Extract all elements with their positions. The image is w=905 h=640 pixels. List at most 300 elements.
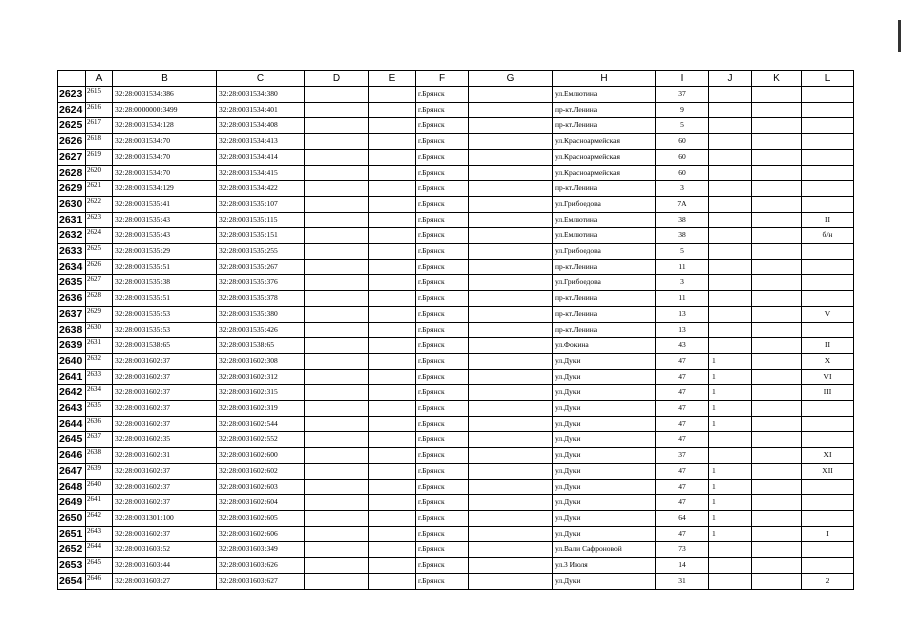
cell-l[interactable]: II [802,338,854,354]
cell-k[interactable] [752,479,802,495]
row-number[interactable]: 2649 [58,495,86,511]
cell-k[interactable] [752,322,802,338]
cell-e[interactable] [369,102,416,118]
cell-c[interactable]: 32:28:0031534:380 [217,87,305,103]
cell-b[interactable]: 32:28:0031535:53 [113,322,217,338]
cell-c[interactable]: 32:28:0031602:312 [217,369,305,385]
cell-a[interactable]: 2626 [86,259,113,275]
row-number[interactable]: 2633 [58,244,86,260]
cell-j[interactable]: 1 [709,479,752,495]
cell-f[interactable]: г.Брянск [416,196,469,212]
column-header-k[interactable]: K [752,71,802,87]
cell-f[interactable]: г.Брянск [416,87,469,103]
cell-d[interactable] [305,165,369,181]
cell-c[interactable]: 32:28:0031534:415 [217,165,305,181]
cell-l[interactable] [802,558,854,574]
cell-b[interactable]: 32:28:0031535:53 [113,306,217,322]
cell-e[interactable] [369,338,416,354]
cell-j[interactable] [709,196,752,212]
cell-j[interactable] [709,573,752,589]
cell-k[interactable] [752,87,802,103]
cell-l[interactable]: X [802,353,854,369]
cell-h[interactable]: пр-кт.Ленина [553,102,656,118]
cell-g[interactable] [469,228,553,244]
cell-i[interactable]: 47 [656,463,709,479]
cell-k[interactable] [752,416,802,432]
cell-k[interactable] [752,338,802,354]
cell-a[interactable]: 2636 [86,416,113,432]
cell-b[interactable]: 32:28:0031602:37 [113,495,217,511]
cell-g[interactable] [469,558,553,574]
cell-j[interactable]: 1 [709,353,752,369]
cell-b[interactable]: 32:28:0031602:37 [113,416,217,432]
cell-b[interactable]: 32:28:0031602:35 [113,432,217,448]
cell-l[interactable]: I [802,526,854,542]
cell-f[interactable]: г.Брянск [416,259,469,275]
cell-e[interactable] [369,181,416,197]
column-header-f[interactable]: F [416,71,469,87]
cell-h[interactable]: ул.Грибоедова [553,244,656,260]
cell-e[interactable] [369,369,416,385]
column-header-b[interactable]: B [113,71,217,87]
cell-e[interactable] [369,275,416,291]
cell-f[interactable]: г.Брянск [416,573,469,589]
cell-e[interactable] [369,149,416,165]
cell-b[interactable]: 32:28:0031301:100 [113,510,217,526]
cell-a[interactable]: 2616 [86,102,113,118]
cell-f[interactable]: г.Брянск [416,495,469,511]
cell-h[interactable]: пр-кт.Ленина [553,181,656,197]
cell-i[interactable]: 47 [656,432,709,448]
cell-c[interactable]: 32:28:0031535:380 [217,306,305,322]
cell-d[interactable] [305,432,369,448]
cell-b[interactable]: 32:28:0031534:70 [113,134,217,150]
cell-h[interactable]: ул.Дуки [553,369,656,385]
cell-c[interactable]: 32:28:0031602:605 [217,510,305,526]
cell-d[interactable] [305,448,369,464]
cell-k[interactable] [752,244,802,260]
cell-d[interactable] [305,558,369,574]
cell-k[interactable] [752,448,802,464]
cell-i[interactable]: 3 [656,275,709,291]
row-number[interactable]: 2634 [58,259,86,275]
cell-b[interactable]: 32:28:0031603:44 [113,558,217,574]
cell-d[interactable] [305,306,369,322]
cell-i[interactable]: 13 [656,322,709,338]
cell-f[interactable]: г.Брянск [416,102,469,118]
cell-a[interactable]: 2627 [86,275,113,291]
cell-l[interactable] [802,134,854,150]
cell-h[interactable]: ул.Емлютина [553,228,656,244]
cell-l[interactable]: III [802,385,854,401]
cell-j[interactable]: 1 [709,510,752,526]
cell-g[interactable] [469,573,553,589]
cell-g[interactable] [469,526,553,542]
cell-f[interactable]: г.Брянск [416,149,469,165]
cell-f[interactable]: г.Брянск [416,385,469,401]
cell-j[interactable] [709,149,752,165]
row-number[interactable]: 2652 [58,542,86,558]
cell-a[interactable]: 2629 [86,306,113,322]
cell-a[interactable]: 2632 [86,353,113,369]
cell-j[interactable] [709,338,752,354]
cell-g[interactable] [469,401,553,417]
column-header-g[interactable]: G [469,71,553,87]
cell-b[interactable]: 32:28:0031535:41 [113,196,217,212]
cell-i[interactable]: 9 [656,102,709,118]
cell-b[interactable]: 32:28:0031534:128 [113,118,217,134]
cell-g[interactable] [469,369,553,385]
cell-g[interactable] [469,181,553,197]
cell-i[interactable]: 11 [656,259,709,275]
row-number[interactable]: 2623 [58,87,86,103]
row-number[interactable]: 2639 [58,338,86,354]
cell-j[interactable] [709,102,752,118]
cell-j[interactable] [709,448,752,464]
cell-l[interactable] [802,244,854,260]
cell-d[interactable] [305,573,369,589]
cell-b[interactable]: 32:28:0031602:37 [113,353,217,369]
row-number[interactable]: 2641 [58,369,86,385]
row-number[interactable]: 2635 [58,275,86,291]
cell-h[interactable]: ул.Красноармейская [553,149,656,165]
cell-h[interactable]: ул.Емлютина [553,87,656,103]
cell-i[interactable]: 47 [656,385,709,401]
cell-l[interactable] [802,102,854,118]
cell-k[interactable] [752,510,802,526]
cell-e[interactable] [369,322,416,338]
cell-e[interactable] [369,244,416,260]
cell-a[interactable]: 2634 [86,385,113,401]
cell-e[interactable] [369,495,416,511]
cell-d[interactable] [305,338,369,354]
row-number[interactable]: 2654 [58,573,86,589]
cell-l[interactable] [802,322,854,338]
cell-c[interactable]: 32:28:0031602:604 [217,495,305,511]
cell-d[interactable] [305,228,369,244]
cell-f[interactable]: г.Брянск [416,510,469,526]
cell-f[interactable]: г.Брянск [416,134,469,150]
cell-j[interactable] [709,212,752,228]
cell-k[interactable] [752,353,802,369]
column-header-e[interactable]: E [369,71,416,87]
cell-a[interactable]: 2640 [86,479,113,495]
cell-i[interactable]: 3 [656,181,709,197]
cell-a[interactable]: 2642 [86,510,113,526]
cell-e[interactable] [369,542,416,558]
cell-g[interactable] [469,212,553,228]
cell-c[interactable]: 32:28:0031534:422 [217,181,305,197]
cell-d[interactable] [305,416,369,432]
cell-b[interactable]: 32:28:0031534:70 [113,165,217,181]
row-number[interactable]: 2627 [58,149,86,165]
cell-c[interactable]: 32:28:0031535:115 [217,212,305,228]
cell-k[interactable] [752,275,802,291]
cell-a[interactable]: 2624 [86,228,113,244]
cell-k[interactable] [752,291,802,307]
cell-c[interactable]: 32:28:0031534:413 [217,134,305,150]
cell-l[interactable]: XI [802,448,854,464]
cell-g[interactable] [469,118,553,134]
cell-b[interactable]: 32:28:0031602:31 [113,448,217,464]
cell-j[interactable] [709,134,752,150]
cell-d[interactable] [305,463,369,479]
cell-i[interactable]: 47 [656,369,709,385]
cell-g[interactable] [469,338,553,354]
cell-b[interactable]: 32:28:0031535:29 [113,244,217,260]
cell-j[interactable] [709,118,752,134]
cell-g[interactable] [469,510,553,526]
cell-l[interactable] [802,165,854,181]
cell-i[interactable]: 13 [656,306,709,322]
cell-f[interactable]: г.Брянск [416,322,469,338]
cell-k[interactable] [752,165,802,181]
cell-c[interactable]: 32:28:0031535:376 [217,275,305,291]
cell-c[interactable]: 32:28:0031535:426 [217,322,305,338]
cell-i[interactable]: 60 [656,165,709,181]
cell-a[interactable]: 2633 [86,369,113,385]
row-number[interactable]: 2650 [58,510,86,526]
cell-a[interactable]: 2620 [86,165,113,181]
cell-h[interactable]: ул.Дуки [553,401,656,417]
cell-e[interactable] [369,259,416,275]
cell-d[interactable] [305,385,369,401]
cell-l[interactable] [802,510,854,526]
cell-k[interactable] [752,259,802,275]
cell-g[interactable] [469,149,553,165]
cell-i[interactable]: 47 [656,416,709,432]
cell-f[interactable]: г.Брянск [416,526,469,542]
cell-i[interactable]: 5 [656,244,709,260]
cell-h[interactable]: ул.Дуки [553,495,656,511]
row-number[interactable]: 2637 [58,306,86,322]
row-number[interactable]: 2653 [58,558,86,574]
cell-h[interactable]: ул.Емлютина [553,212,656,228]
cell-a[interactable]: 2637 [86,432,113,448]
row-number[interactable]: 2648 [58,479,86,495]
cell-j[interactable] [709,87,752,103]
cell-d[interactable] [305,322,369,338]
cell-c[interactable]: 32:28:0031602:600 [217,448,305,464]
cell-i[interactable]: 64 [656,510,709,526]
cell-g[interactable] [469,542,553,558]
cell-k[interactable] [752,212,802,228]
cell-a[interactable]: 2643 [86,526,113,542]
cell-h[interactable]: ул.Дуки [553,479,656,495]
cell-c[interactable]: 32:28:0031603:349 [217,542,305,558]
cell-l[interactable] [802,149,854,165]
cell-b[interactable]: 32:28:0031602:37 [113,385,217,401]
cell-d[interactable] [305,369,369,385]
row-number[interactable]: 2638 [58,322,86,338]
cell-d[interactable] [305,102,369,118]
cell-a[interactable]: 2641 [86,495,113,511]
cell-f[interactable]: г.Брянск [416,353,469,369]
cell-g[interactable] [469,291,553,307]
column-header-d[interactable]: D [305,71,369,87]
cell-d[interactable] [305,118,369,134]
cell-e[interactable] [369,228,416,244]
cell-k[interactable] [752,102,802,118]
cell-e[interactable] [369,165,416,181]
cell-h[interactable]: ул.3 Июля [553,558,656,574]
cell-k[interactable] [752,558,802,574]
cell-i[interactable]: 37 [656,87,709,103]
cell-h[interactable]: ул.Фокина [553,338,656,354]
cell-b[interactable]: 32:28:0031535:38 [113,275,217,291]
cell-h[interactable]: пр-кт.Ленина [553,291,656,307]
cell-a[interactable]: 2625 [86,244,113,260]
cell-g[interactable] [469,463,553,479]
cell-c[interactable]: 32:28:0031602:602 [217,463,305,479]
cell-e[interactable] [369,448,416,464]
cell-d[interactable] [305,526,369,542]
cell-c[interactable]: 32:28:0031602:544 [217,416,305,432]
cell-b[interactable]: 32:28:0031603:27 [113,573,217,589]
cell-b[interactable]: 32:28:0031534:386 [113,87,217,103]
cell-b[interactable]: 32:28:0031602:37 [113,401,217,417]
row-number[interactable]: 2636 [58,291,86,307]
cell-j[interactable] [709,244,752,260]
cell-c[interactable]: 32:28:0031602:606 [217,526,305,542]
cell-g[interactable] [469,322,553,338]
cell-l[interactable] [802,542,854,558]
cell-f[interactable]: г.Брянск [416,463,469,479]
cell-h[interactable]: ул.Красноармейская [553,165,656,181]
cell-k[interactable] [752,134,802,150]
cell-j[interactable]: 1 [709,495,752,511]
cell-i[interactable]: 7А [656,196,709,212]
cell-a[interactable]: 2639 [86,463,113,479]
cell-g[interactable] [469,448,553,464]
cell-l[interactable]: VI [802,369,854,385]
row-number[interactable]: 2644 [58,416,86,432]
cell-i[interactable]: 11 [656,291,709,307]
cell-l[interactable]: V [802,306,854,322]
cell-g[interactable] [469,385,553,401]
cell-g[interactable] [469,416,553,432]
column-header-l[interactable]: L [802,71,854,87]
cell-k[interactable] [752,196,802,212]
row-number[interactable]: 2640 [58,353,86,369]
cell-d[interactable] [305,401,369,417]
cell-g[interactable] [469,165,553,181]
corner-header[interactable] [58,71,86,87]
cell-k[interactable] [752,401,802,417]
column-header-a[interactable]: A [86,71,113,87]
row-number[interactable]: 2631 [58,212,86,228]
cell-e[interactable] [369,463,416,479]
cell-k[interactable] [752,181,802,197]
cell-j[interactable] [709,322,752,338]
cell-g[interactable] [469,495,553,511]
cell-a[interactable]: 2635 [86,401,113,417]
cell-g[interactable] [469,306,553,322]
cell-h[interactable]: пр-кт.Ленина [553,118,656,134]
cell-h[interactable]: ул.Грибоедова [553,275,656,291]
cell-h[interactable]: ул.Дуки [553,573,656,589]
cell-a[interactable]: 2646 [86,573,113,589]
cell-h[interactable]: ул.Дуки [553,353,656,369]
cell-e[interactable] [369,87,416,103]
cell-d[interactable] [305,479,369,495]
cell-l[interactable]: 2 [802,573,854,589]
cell-e[interactable] [369,385,416,401]
cell-b[interactable]: 32:28:0031535:43 [113,212,217,228]
cell-b[interactable]: 32:28:0031538:65 [113,338,217,354]
row-number[interactable]: 2646 [58,448,86,464]
cell-e[interactable] [369,134,416,150]
cell-c[interactable]: 32:28:0031602:552 [217,432,305,448]
cell-j[interactable]: 1 [709,369,752,385]
cell-i[interactable]: 60 [656,134,709,150]
cell-f[interactable]: г.Брянск [416,558,469,574]
cell-k[interactable] [752,542,802,558]
cell-e[interactable] [369,118,416,134]
cell-g[interactable] [469,196,553,212]
cell-i[interactable]: 47 [656,401,709,417]
cell-j[interactable]: 1 [709,401,752,417]
row-number[interactable]: 2630 [58,196,86,212]
cell-g[interactable] [469,87,553,103]
cell-b[interactable]: 32:28:0031534:129 [113,181,217,197]
cell-h[interactable]: ул.Дуки [553,448,656,464]
cell-c[interactable]: 32:28:0031603:626 [217,558,305,574]
cell-f[interactable]: г.Брянск [416,244,469,260]
cell-j[interactable] [709,228,752,244]
cell-a[interactable]: 2638 [86,448,113,464]
cell-e[interactable] [369,291,416,307]
cell-l[interactable] [802,416,854,432]
cell-k[interactable] [752,495,802,511]
row-number[interactable]: 2643 [58,401,86,417]
column-header-i[interactable]: I [656,71,709,87]
cell-b[interactable]: 32:28:0031535:51 [113,291,217,307]
cell-h[interactable]: ул.Грибоедова [553,196,656,212]
cell-h[interactable]: ул.Дуки [553,432,656,448]
cell-e[interactable] [369,526,416,542]
cell-j[interactable]: 1 [709,416,752,432]
cell-i[interactable]: 60 [656,149,709,165]
cell-j[interactable] [709,542,752,558]
cell-i[interactable]: 47 [656,353,709,369]
cell-f[interactable]: г.Брянск [416,165,469,181]
cell-d[interactable] [305,275,369,291]
cell-l[interactable] [802,275,854,291]
cell-j[interactable] [709,291,752,307]
cell-c[interactable]: 32:28:0031535:107 [217,196,305,212]
row-number[interactable]: 2645 [58,432,86,448]
cell-h[interactable]: ул.Красноармейская [553,134,656,150]
cell-h[interactable]: пр-кт.Ленина [553,322,656,338]
cell-a[interactable]: 2630 [86,322,113,338]
cell-f[interactable]: г.Брянск [416,542,469,558]
cell-j[interactable] [709,558,752,574]
row-number[interactable]: 2647 [58,463,86,479]
cell-i[interactable]: 43 [656,338,709,354]
cell-c[interactable]: 32:28:0031535:267 [217,259,305,275]
cell-e[interactable] [369,416,416,432]
cell-l[interactable] [802,432,854,448]
row-number[interactable]: 2628 [58,165,86,181]
cell-d[interactable] [305,510,369,526]
cell-c[interactable]: 32:28:0031534:401 [217,102,305,118]
row-number[interactable]: 2626 [58,134,86,150]
cell-a[interactable]: 2615 [86,87,113,103]
cell-a[interactable]: 2631 [86,338,113,354]
row-number[interactable]: 2629 [58,181,86,197]
cell-g[interactable] [469,432,553,448]
